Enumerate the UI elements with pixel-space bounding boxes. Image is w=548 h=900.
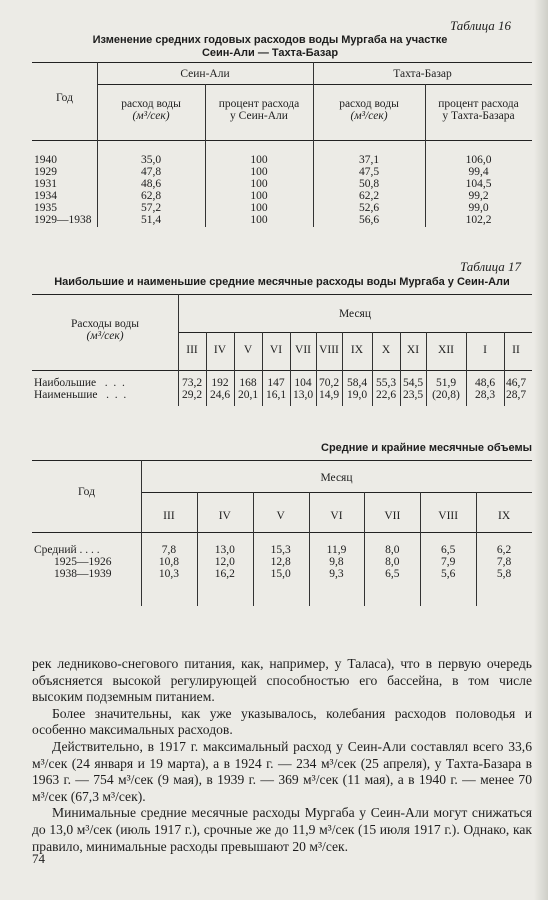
table-cell: 1931 <box>34 178 57 190</box>
sub-header-text: у Сеин-Али <box>230 110 288 122</box>
table-16-tb-flow <box>313 154 425 226</box>
table-cell: 100 <box>250 190 268 202</box>
table-cell: 51,9 <box>435 377 457 389</box>
table-cell: 12,8 <box>270 556 291 568</box>
table-cell: 8,0 <box>385 544 400 556</box>
table-volumes-header-rule <box>32 532 532 533</box>
table-cell: 1929—1938 <box>34 214 92 226</box>
table-cell: 5,6 <box>441 568 456 580</box>
paragraph: Более значительны, как уже указывалось, колебания расходов половодья и особенно максимальных расходов. <box>32 705 532 738</box>
table-cell: 70,2 <box>318 377 340 389</box>
table-17-month-header: IX <box>350 344 364 356</box>
paragraph: Минимальные средние месячные расходы Мургаба у Сеин-Али могут снижаться до 13,0 м³/сек (июль 1917 г.), срочные же до 11,9 м³/сек (15 июля 1917 г.). Однако, как правило, минимальные расходы превышают 20 м³/сек. <box>32 805 532 854</box>
table-cell: 50,8 <box>358 178 380 190</box>
sub-header-text: расход воды <box>121 98 181 110</box>
table-cell: 47,8 <box>140 166 162 178</box>
table-16-seinali-flow <box>97 154 205 226</box>
table-16-years <box>34 154 97 226</box>
table-volumes-month-header: IV <box>218 510 231 522</box>
table-16-group-seinali: Сеин-Али <box>180 68 230 80</box>
table-17-month-header: VIII <box>319 344 339 356</box>
table-cell: 19,0 <box>346 389 368 401</box>
page-number: 74 <box>32 851 45 866</box>
table-17-month-values <box>206 377 234 401</box>
leader-dots: . . . <box>96 377 125 389</box>
table-17-month-values <box>342 377 372 401</box>
table-cell: 28,7 <box>505 389 527 401</box>
table-cell: 24,6 <box>209 389 231 401</box>
table-17-month-values <box>290 377 316 401</box>
table-cell: 47,5 <box>358 166 380 178</box>
table-17-divider <box>178 294 179 332</box>
table-17-month-group: Месяц <box>338 308 371 320</box>
table-cell: 147 <box>267 377 285 389</box>
table-volumes-month-group: Месяц <box>320 472 353 484</box>
table-volumes-group-rule <box>141 492 532 493</box>
table-cell: 99,2 <box>468 190 489 202</box>
table-volumes-month-values <box>197 544 253 580</box>
table-17-month-values <box>400 377 426 401</box>
table-volumes-month-values <box>141 544 197 580</box>
table-16-sub-pct-2 <box>425 98 532 122</box>
table-cell: 100 <box>250 178 268 190</box>
row-label: Наименьшие <box>34 389 98 401</box>
table-cell: 16,2 <box>214 568 235 580</box>
table-17-month-header: II <box>512 344 520 356</box>
table-17-month-header: VI <box>269 344 283 356</box>
table-cell: 56,6 <box>358 214 380 226</box>
table-cell: 10,8 <box>158 556 179 568</box>
table-volumes-title: Средние и крайние месячные объемы <box>321 442 532 454</box>
table-cell: 100 <box>250 202 268 214</box>
table-cell: 58,4 <box>346 377 368 389</box>
table-17-month-values <box>372 377 400 401</box>
table-cell: 100 <box>250 166 268 178</box>
body-text <box>32 656 532 855</box>
table-17-month-header: XI <box>406 344 420 356</box>
table-cell: 9,8 <box>329 556 344 568</box>
table-cell: 104 <box>294 377 312 389</box>
table-cell: 11,9 <box>326 544 347 556</box>
table-17-row-min-label <box>34 389 126 401</box>
table-cell: 22,6 <box>375 389 397 401</box>
table-cell: 6,5 <box>385 568 400 580</box>
table-cell: 1935 <box>34 202 57 214</box>
table-cell: 28,3 <box>474 389 496 401</box>
table-cell: 29,2 <box>181 389 203 401</box>
table-cell: 62,2 <box>358 190 380 202</box>
table-17-header-rule <box>32 370 532 371</box>
table-cell: 12,0 <box>214 556 235 568</box>
table-16-top-rule <box>32 62 532 63</box>
paragraph: рек ледниково-снегового питания, как, например, у Таласа), что в первую очередь объясняется высокой регулирующей способностью его бассейна, в том числе высоким подземным питанием. <box>32 656 532 705</box>
table-volumes-month-values <box>309 544 365 580</box>
table-17-month-header: XII <box>438 344 454 356</box>
sub-header-text: процент расхода <box>218 98 300 110</box>
table-cell: 104,5 <box>465 178 492 190</box>
table-cell: 1940 <box>34 154 57 166</box>
page-spine-shadow <box>534 0 548 900</box>
table-cell: 23,5 <box>402 389 424 401</box>
table-cell: 7,9 <box>441 556 456 568</box>
table-16-group-rule <box>97 84 532 85</box>
table-cell: 99,4 <box>468 166 489 178</box>
table-17-month-values <box>262 377 290 401</box>
row-label: Наибольшие <box>34 377 97 389</box>
row-header-unit: (м³/сек) <box>86 330 124 342</box>
table-16-label: Таблица 16 <box>450 18 512 33</box>
table-cell: (20,8) <box>432 389 460 401</box>
table-cell: 9,3 <box>329 568 344 580</box>
table-volumes-month-header: IX <box>497 510 511 522</box>
table-16-title-line2: Сеин-Али — Тахта-Базар <box>201 47 339 59</box>
table-17-month-values <box>466 377 504 401</box>
table-cell: 192 <box>211 377 229 389</box>
table-17-month-header: X <box>381 344 391 356</box>
table-cell: 100 <box>250 154 268 166</box>
table-cell: 15,3 <box>270 544 291 556</box>
table-cell: 6,5 <box>441 544 456 556</box>
table-cell: 7,8 <box>496 556 512 568</box>
table-cell: 8,0 <box>385 556 400 568</box>
table-cell: 57,2 <box>140 202 162 214</box>
table-volumes-top-rule <box>32 460 532 461</box>
table-volumes-month-values <box>476 544 532 580</box>
sub-header-text: процент расхода <box>438 98 519 110</box>
table-volumes-row-labels <box>34 544 141 580</box>
sub-header-unit: (м³/сек) <box>350 110 388 122</box>
table-volumes-col-year: Год <box>78 486 95 498</box>
table-cell: 1929 <box>34 166 57 178</box>
table-16-sub-flow-2 <box>313 98 425 122</box>
table-cell: 102,2 <box>465 214 492 226</box>
table-volumes-month-values <box>253 544 309 580</box>
table-17-month-header: V <box>243 344 253 356</box>
table-volumes-month-header: III <box>163 510 175 522</box>
table-volumes-month-header: VIII <box>438 510 459 522</box>
table-17-month-values <box>178 377 206 401</box>
table-16-title <box>60 34 480 60</box>
table-cell: 54,5 <box>402 377 424 389</box>
row-header-text: Расходы воды <box>71 318 139 330</box>
table-17-month-values <box>426 377 466 401</box>
sub-header-text: у Тахта-Базара <box>442 110 515 122</box>
table-volumes-divider <box>141 460 142 606</box>
sub-header-text: расход воды <box>339 98 399 110</box>
row-label: Средний . . . . <box>34 544 100 556</box>
table-cell: 14,9 <box>318 389 340 401</box>
table-cell: 37,1 <box>358 154 380 166</box>
table-17-title: Наибольшие и наименьшие средние месячные расходы воды Мургаба у Сеин-Али <box>54 276 510 288</box>
table-cell: 6,2 <box>496 544 512 556</box>
table-cell: 46,7 <box>505 377 527 389</box>
table-16-group-tahtabazar: Тахта-Базар <box>393 68 452 80</box>
table-16-sub-flow-1 <box>97 98 205 122</box>
table-17-month-values <box>504 377 528 401</box>
table-cell: 106,0 <box>465 154 492 166</box>
table-16-tb-pct <box>425 154 532 226</box>
table-16-sub-pct-1 <box>205 98 313 122</box>
table-16-title-line1: Изменение средних годовых расходов воды Мургаба на участке <box>92 34 448 46</box>
table-17-month-header: I <box>483 344 487 356</box>
table-cell: 52,6 <box>358 202 380 214</box>
table-cell: 35,0 <box>140 154 162 166</box>
table-16-header-rule <box>32 140 532 141</box>
table-cell: 99,0 <box>468 202 489 214</box>
table-cell: 15,0 <box>270 568 291 580</box>
table-cell: 5,8 <box>496 568 512 580</box>
table-17-top-rule <box>32 294 532 295</box>
row-label: 1925—1926 <box>54 556 112 568</box>
table-cell: 20,1 <box>237 389 259 401</box>
table-17-month-header: IV <box>213 344 227 356</box>
sub-header-unit: (м³/сек) <box>132 110 170 122</box>
table-volumes-month-header: VII <box>384 510 401 522</box>
table-cell: 100 <box>250 214 268 226</box>
table-cell: 10,3 <box>158 568 179 580</box>
table-17-group-rule <box>178 332 532 333</box>
table-cell: 48,6 <box>140 178 162 190</box>
table-cell: 13,0 <box>214 544 235 556</box>
paragraph: Действительно, в 1917 г. максимальный расход у Сеин-Али составлял всего 33,6 м³/сек (24 января и 19 марта), а в 1924 г. — 234 м³/сек (25 апреля), у Тахта-Базара в 1963 г. — 754 м³/сек (9 мая), в 1939 г. — 369 м³/сек (11 мая), а в 1940 г. — менее 70 м³/сек (67,3 м³/сек). <box>32 738 532 804</box>
table-volumes-month-values <box>364 544 420 580</box>
table-cell: 7,8 <box>161 544 177 556</box>
table-cell: 55,3 <box>375 377 397 389</box>
table-cell: 73,2 <box>181 377 203 389</box>
table-volumes-month-values <box>420 544 476 580</box>
table-17-label: Таблица 17 <box>460 259 522 274</box>
table-16-seinali-pct <box>205 154 313 226</box>
table-cell: 13,0 <box>292 389 314 401</box>
table-16-col-year: Год <box>56 92 73 104</box>
table-cell: 62,8 <box>140 190 162 202</box>
table-volumes-month-header: V <box>276 510 285 522</box>
table-17-row-header <box>32 318 178 342</box>
table-cell: 1934 <box>34 190 57 202</box>
table-cell: 48,6 <box>474 377 496 389</box>
table-17-month-values <box>234 377 262 401</box>
row-label: 1938—1939 <box>54 568 112 580</box>
table-17-month-values <box>316 377 342 401</box>
table-17-row-max-label <box>34 377 125 389</box>
leader-dots: . . . <box>97 389 127 401</box>
table-cell: 16,1 <box>265 389 287 401</box>
table-volumes-month-header: VI <box>330 510 343 522</box>
table-cell: 168 <box>239 377 257 389</box>
table-17-month-header: VII <box>295 344 311 356</box>
table-17-month-header: III <box>186 344 198 356</box>
table-cell: 51,4 <box>140 214 162 226</box>
